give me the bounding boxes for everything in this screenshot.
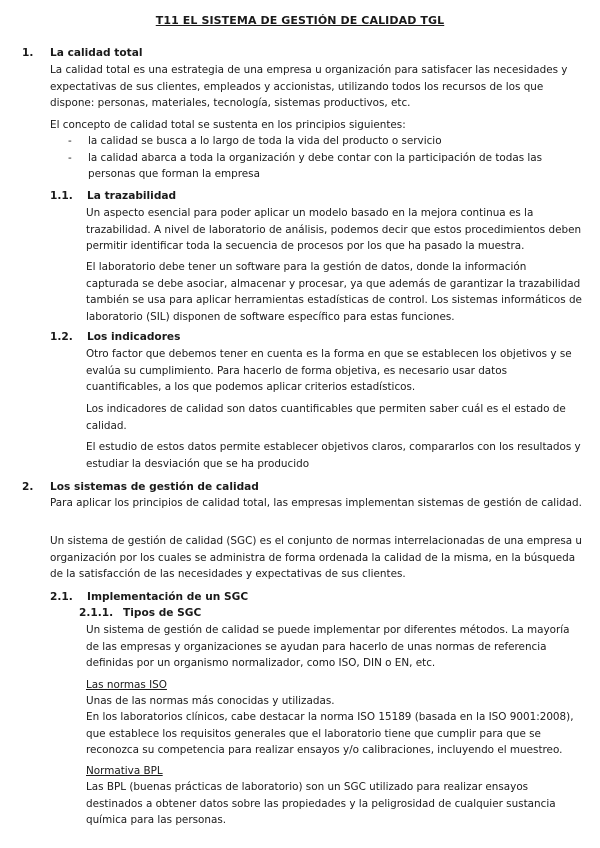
section-1-number: 1.	[22, 47, 34, 59]
section-1-2-paragraph-2: Los indicadores de calidad son datos cuantificables que permiten saber cuál es el estado de calidad.	[86, 403, 566, 432]
bpl-paragraph-1: Las BPL (buenas prácticas de laboratorio) son un SGC utilizado para realizar ensayos destinados a obtener datos sobre las propiedades y la peligrosidad de cualquier sustancia química para las personas.	[86, 781, 556, 826]
section-2-1-1-heading: Tipos de SGC	[123, 607, 202, 619]
section-1-paragraph-2: El concepto de calidad total se sustenta en los principios siguientes:	[50, 119, 406, 131]
iso-paragraph-1: Unas de las normas más conocidas y utilizadas.	[86, 695, 335, 707]
iso-paragraph-2: En los laboratorios clínicos, cabe destacar la norma ISO 15189 (basada en la ISO 9001:2008), que establece los requisitos generales que el laboratorio tiene que cumplir para que se reconozca su competencia para realizar ensayos y/o calibraciones, incluyendo el muestreo.	[86, 711, 574, 756]
page-title: T11 EL SISTEMA DE GESTIÓN DE CALIDAD TGL	[155, 14, 445, 27]
section-2-heading: Los sistemas de gestión de calidad	[50, 481, 259, 493]
section-1-1-heading: La trazabilidad	[87, 190, 177, 202]
section-1-2-paragraph-1: Otro factor que debemos tener en cuenta es la forma en que se establecen los objetivos y se evalúa su cumplimiento. Para hacerlo de forma objetiva, es necesario usar datos cuantificables, a los que podemos aplicar criterios estadísticos.	[86, 348, 572, 393]
bpl-subheading: Normativa BPL	[86, 765, 163, 777]
section-1-2-heading: Los indicadores	[87, 331, 181, 343]
iso-subheading: Las normas ISO	[86, 679, 167, 691]
section-1-heading: La calidad total	[50, 47, 143, 59]
section-2-1-heading: Implementación de un SGC	[87, 591, 249, 603]
section-1-1-number: 1.1.	[50, 190, 73, 202]
list-item: - la calidad abarca a toda la organización y debe contar con la participación de todas las personas que forman la empresa	[66, 150, 582, 183]
section-1-2-paragraph-3: El estudio de estos datos permite establecer objetivos claros, compararlos con los resultados y estudiar la desviación que se ha producido	[86, 441, 581, 470]
list-item: - la calidad se busca a lo largo de toda la vida del producto o servicio	[66, 133, 582, 150]
section-2-number: 2.	[22, 481, 34, 493]
section-2-1-1-paragraph-1: Un sistema de gestión de calidad se puede implementar por diferentes métodos. La mayoría de las empresas y organizaciones se ayudan para hacerlo de unas normas de referencia definidas por un organismo normalizador, como ISO, DIN o EN, etc.	[86, 624, 570, 669]
section-2-1-1-number: 2.1.1.	[79, 607, 114, 619]
section-2-paragraph-2: Un sistema de gestión de calidad (SGC) es el conjunto de normas interrelacionadas de una empresa u organización por los cuales se administra de forma ordenada la calidad de la misma, en la búsqueda de la satisfacción de las necesidades y expectativas de sus clientes.	[50, 535, 583, 580]
principles-list	[66, 133, 582, 183]
section-1-1-paragraph-2: El laboratorio debe tener un software para la gestión de datos, donde la información capturada se debe asociar, almacenar y procesar, ya que además de garantizar la trazabilidad también se usa para aplicar herramientas estadísticas de control. Los sistemas informáticos de laboratorio (SIL) disponen de software específico para estas funciones.	[86, 261, 582, 323]
section-1-1-paragraph-1: Un aspecto esencial para poder aplicar un modelo basado en la mejora continua es la trazabilidad. A nivel de laboratorio de análisis, podemos decir que estos procedimientos deben permitir identificar toda la secuencia de procesos por los que ha pasado la muestra.	[86, 207, 582, 252]
section-2-paragraph-1: Para aplicar los principios de calidad total, las empresas implementan sistemas de gestión de calidad.	[50, 497, 582, 509]
section-1-2-number: 1.2.	[50, 331, 73, 343]
section-1-paragraph-1: La calidad total es una estrategia de una empresa u organización para satisfacer las necesidades y expectativas de sus clientes, empleados y accionistas, utilizando todos los recursos de los que dispone: personas, materiales, tecnología, sistemas productivos, etc.	[50, 64, 568, 109]
section-2-1-number: 2.1.	[50, 591, 73, 603]
